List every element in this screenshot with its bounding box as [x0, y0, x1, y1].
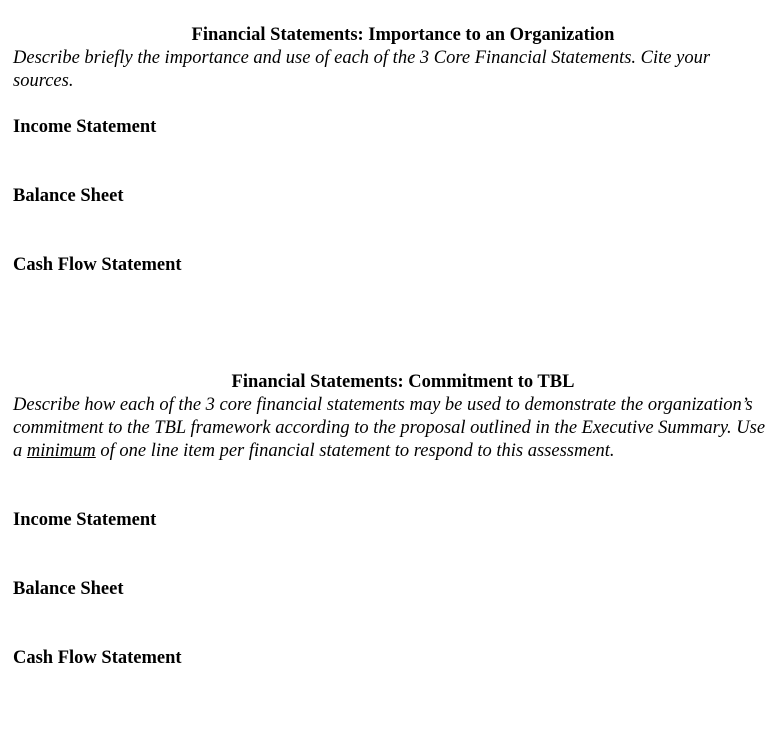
heading-income-statement: Income Statement [13, 117, 157, 137]
heading-balance-sheet: Balance Sheet [13, 186, 124, 206]
section-title-importance: Financial Statements: Importance to an Organization [191, 25, 615, 45]
prompt-text-before: Describe how each of the 3 core financial statements may be used to demonstrate the organization’s commitment to the TBL framework according to the proposal outlined in the Executive Summary. Use a [13, 395, 766, 461]
heading-cash-flow-statement: Cash Flow Statement [13, 648, 182, 668]
heading-income-statement: Income Statement [13, 510, 157, 530]
prompt-text-after: of one line item per financial statement to respond to this assessment. [95, 441, 615, 461]
section-title-tbl: Financial Statements: Commitment to TBL [231, 372, 575, 392]
section-prompt-importance: Describe briefly the importance and use of each of the 3 Core Financial Statements. Cite your sources. [13, 48, 711, 91]
section-prompt-tbl [13, 394, 773, 463]
prompt-emphasis-minimum: minimum [26, 441, 96, 461]
heading-cash-flow-statement: Cash Flow Statement [13, 255, 182, 275]
heading-balance-sheet: Balance Sheet [13, 579, 124, 599]
